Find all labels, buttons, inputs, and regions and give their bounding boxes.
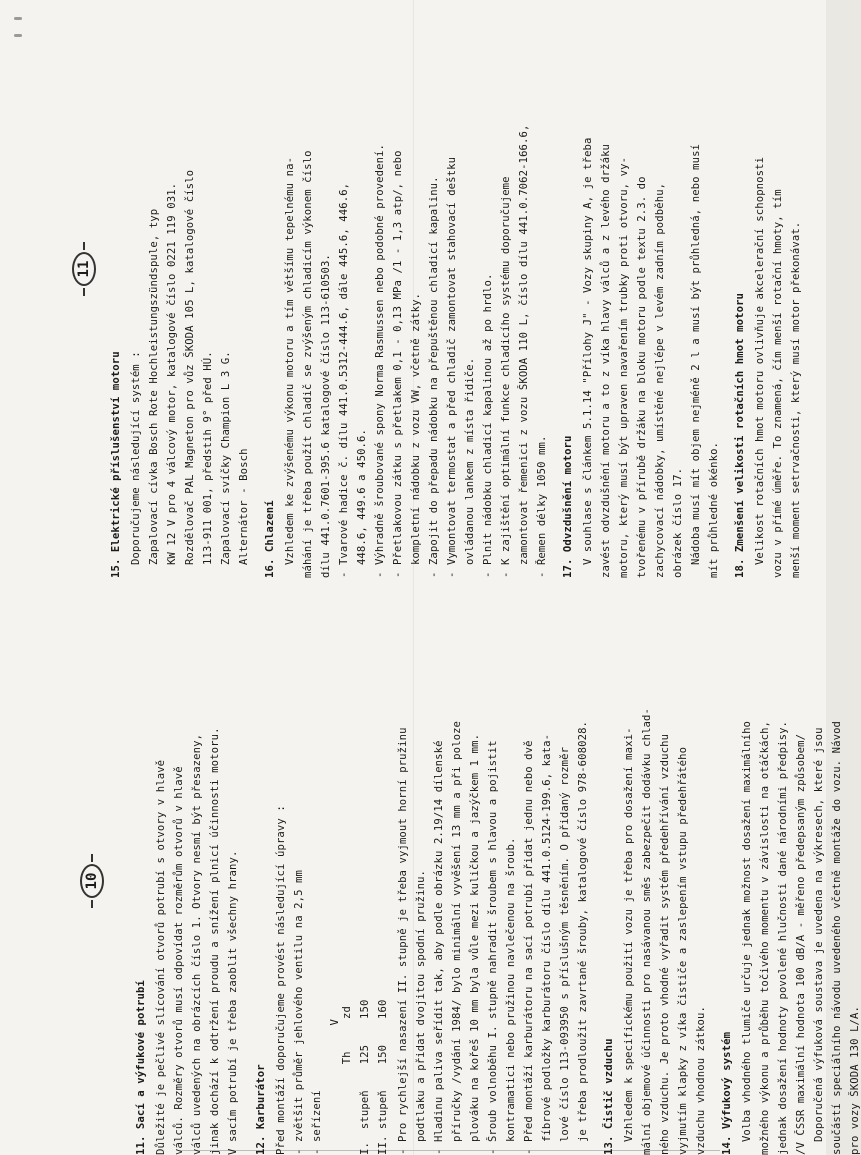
page-number: 10 [80, 864, 104, 898]
text-line: vzduchu vhodnou zátkou. [695, 1006, 707, 1155]
section-heading: 12. Karburátor [255, 1064, 267, 1155]
text-line: menší moment setrvačnosti, který musí motor překonávat. [790, 221, 802, 578]
text-line: možného výkonu a průběhu točivého momentu v závislosti na otáčkách, [759, 720, 771, 1155]
text-line: - Pro rychlejší nasazení II. stupně je třeba vyjmout horní pružinu [397, 727, 409, 1155]
text-line: Zapalovací cívka Bosch Rote Hochleistungszündspule, typ [148, 208, 160, 578]
text-line: II. stupeň 150 160 [377, 999, 389, 1155]
text-line: Důležité je pečlivé slícování otvorů potrubí s otvory v hlavě [155, 759, 167, 1155]
section-heading: 16. Chlazení [264, 500, 276, 578]
text-line: - Přetlakovou zátku s přetlakem 0,1 - 0,13 MPa /1 - 1,3 atp/, nebo [392, 150, 404, 578]
text-line: zamontovat řemenici z vozu ŠKODA 110 L, číslo dílu 441.0.7062-166.6, [518, 124, 530, 578]
text-line: máhání je třeba použít chladič se zvýšeným chladicím výkonem číslo [302, 150, 314, 578]
section-heading: 17. Odvzdušnění motoru [562, 435, 574, 578]
text-line: Doporučujeme následující systém : [130, 351, 142, 578]
text-line: - Hladinu paliva seřídit tak, aby podle obrázku 2.19/14 dílenské [433, 740, 445, 1155]
text-line: - Výhradně šroubované spony Norma Rasmussen nebo podobné provedení. [374, 143, 386, 578]
text-line: Nádoba musí mít objem nejméně 2 l a musí být průhledná, nebo musí [690, 143, 702, 578]
text-line: 113-911 001, předstih 9° před HÚ. [202, 351, 214, 578]
text-line: V souhlase s článkem 5.1.14 "Přílohy J" - Vozy skupiny A, je třeba [582, 137, 594, 578]
text-line: válců. Rozměry otvorů musí odpovídat rozměrům otvorů v hlavě [173, 766, 185, 1155]
text-line: Velikost rotačních hmot motoru ovlivňuje akcelerační schopnosti [754, 156, 766, 578]
text-line: Volba vhodného tlumiče určuje jednak možnost dosažení maximálního [741, 720, 753, 1155]
text-line: Vzhledem ke zvýšenému výkonu motoru a tím většímu tepelnému na- [284, 156, 296, 578]
text-line: součástí speciálního návodu uvedeného včetně montáže do vozu. Návod [831, 720, 843, 1155]
text-line: - K zajištění optimální funkce chladicího systému doporučujeme [500, 176, 512, 578]
text-line: pro vozy ŠKODA 130 L/A. [849, 1006, 861, 1155]
text-line: - Vymontovat termostat a před chladič zamontovat stahovací deštku [446, 156, 458, 578]
text-line: - Před montáží karburátoru na sací potrubí přidat jednu nebo dvě [523, 740, 535, 1155]
text-line: mít průhledné okénko. [708, 441, 720, 578]
text-line: tvořenému v přírubě držáku na bloku motoru podle textu 2.3. do [636, 176, 648, 578]
text-line: Rozdělovač PAL Magneton pro vůz ŠKODA 105 L, katalogové číslo [184, 169, 196, 578]
text-line: kontramatici nebo pružinou navlečenou na šroub. [505, 837, 517, 1155]
text-line: mální objemové účinnosti pro nasávanou směs zabezpečit dodávku chlad- [641, 708, 653, 1155]
text-line: - seřízení [311, 1090, 323, 1155]
text-line: příručky /vydání 1984/ bylo minimální vyvěšení 13 mm a při poloze [451, 720, 463, 1155]
text-line: dílu 441.0.7601-395.6 katalogové číslo 113-610503. [320, 254, 332, 578]
text-line: plováku na kořeš 10 mm byla vůle mezi kuličkou a jazýčkem 1 mm. [469, 733, 481, 1155]
text-line: jednak dosažení hodnoty povolené hlučnosti dané národními předpisy. [777, 720, 789, 1155]
section-heading: 13. Čistič vzduchu [603, 1038, 615, 1155]
text-line: 448.6, 449.6 a 450.6. [356, 429, 368, 578]
text-line: Před montáží doporučujeme provést následující úpravy : [275, 805, 287, 1155]
text-line: Alternátor - Bosch [238, 448, 250, 578]
text-line: Th zd [341, 1006, 353, 1155]
section-heading: 11. Sací a výfukové potrubí [135, 980, 147, 1155]
text-line: - Zapojit do přepadu nádobku na přepuštěnou chladicí kapalinu. [428, 176, 440, 578]
section-heading: 18. Zmenšení velikosti rotačních hmot motoru [734, 292, 746, 578]
page-number: 11 [72, 252, 96, 286]
text-line: ovládanou lankem z místa řidiče. [464, 357, 476, 578]
section-heading: 15. Elektrické příslušenství motoru [110, 351, 122, 578]
text-line: obrázek číslo 17. [672, 467, 684, 578]
text-line: Doporučená výfuková soustava je uvedena na výkresech, které jsou [813, 727, 825, 1155]
text-line: podtlaku a přidat dvojitou spodní pružinu. [415, 869, 427, 1155]
text-line: - Šroub volnoběhu I. stupně nahradit šroubem s hlavou a pojistit [487, 740, 499, 1155]
section-heading: 14. Výfukový systém [721, 1031, 733, 1155]
text-line: - Tvarové hadice č. dílu 441.0.5312-444.6, dále 445.6, 446.6, [338, 182, 350, 578]
text-line: jinak dochází k odtržení proudu a snížení plnicí účinnosti motoru. [209, 727, 221, 1155]
text-line: V sacím potrubí je třeba zaoblit všechny hrany. [227, 850, 239, 1155]
text-line: KW 12 V pro 4 válcový motor, katalogové číslo 0221 119 031. [166, 182, 178, 578]
text-line: Zapalovací svíčky Champion L 3 G. [220, 351, 232, 578]
text-line: zachycovací nádobky, umístěné nejlépe v levém zadním podběhu, [654, 182, 666, 578]
text-line: - zvětšit průměr jehlového ventilu na 2,5 mm [293, 869, 305, 1155]
text-line: je třeba prodloužit zavrtané šrouby, katalogové číslo 978-608028. [577, 720, 589, 1155]
text-line: válců uvedených na obrázcích číslo 1. Otvory nesmí být přesazeny, [191, 733, 203, 1155]
text-line: motoru, který musí být upraven navařením trubky proti otvoru, vy- [618, 156, 630, 578]
text-line: vozu v přímé úměře. To znamená, čím menší rotační hmoty, tím [772, 189, 784, 578]
text-line: vyjmutím klapky z víka čističe a zaslepením vstupu předehřátého [677, 746, 689, 1155]
text-line: lové číslo 113-093950 s příslušným těsněním. O přidaný rozměr [559, 746, 571, 1155]
text-line: fíbrové podložky karburátoru číslo dílu 441.0.5124-199.6, kata- [541, 733, 553, 1155]
text-line: Vzhledem k specifickému použití vozu je třeba pro dosažení maxi- [623, 727, 635, 1155]
text-line: zavést odvzdušnění motoru a to z víka hlavy válců a z levého držáku [600, 143, 612, 578]
text-line: /V ČSSR maximální hodnota 100 dB/A - měřeno předepsaným způsobem/ [795, 733, 807, 1155]
text-line: ného vzduchu. Je proto vhodné vyřadit systém předehřívání vzduchu [659, 733, 671, 1155]
text-line: - Řemen délky 1050 mm. [536, 435, 548, 578]
text-line: - Plnit nádobku chladicí kapalinou až po hrdlo. [482, 273, 494, 578]
text-line: I. stupeň 125 150 [359, 999, 371, 1155]
text-line: kompletní nádobku z vozu VW, včetně zátky. [410, 292, 422, 578]
text-line: V [329, 1018, 341, 1155]
